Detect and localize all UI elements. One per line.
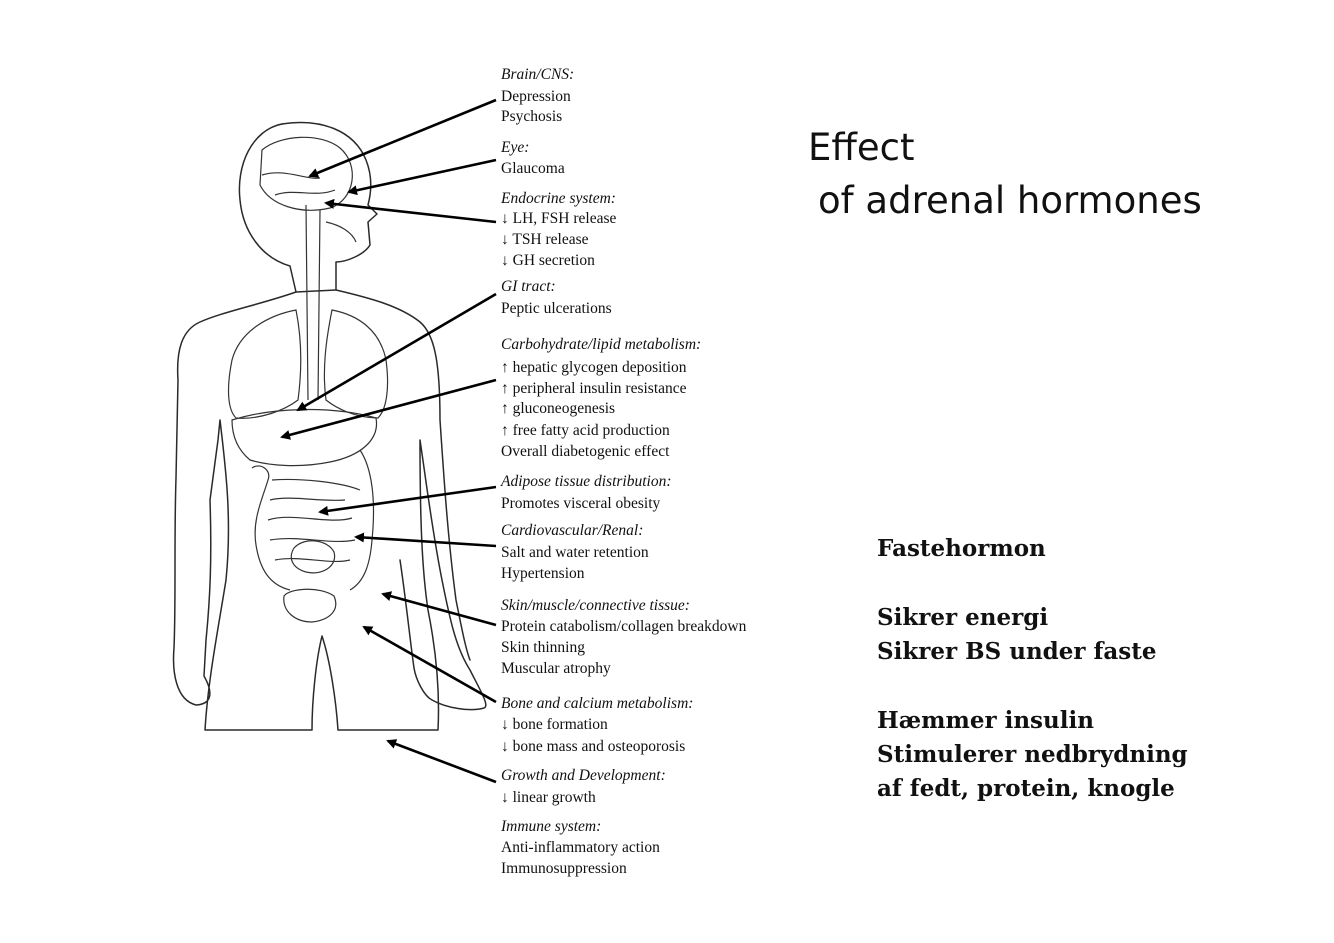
effect-item: ↑ hepatic glycogen deposition (501, 359, 687, 376)
effect-item: Muscular atrophy (501, 660, 611, 677)
note-breakdown-targets: af fedt, protein, knogle (877, 775, 1175, 802)
arrow-skin (383, 594, 496, 625)
effect-category: Growth and Development: (501, 767, 666, 784)
note-blood-sugar: Sikrer BS under faste (877, 638, 1157, 665)
effect-item: Salt and water retention (501, 544, 649, 561)
body-outline (174, 123, 486, 731)
effect-item: ↓ LH, FSH release (501, 210, 617, 227)
summary-notes (877, 532, 1188, 806)
effect-item: Depression (501, 88, 571, 105)
arrow-eye (349, 160, 496, 192)
effect-item: Hypertension (501, 565, 585, 582)
arrow-renal (356, 537, 496, 546)
arrow-bone (364, 627, 496, 702)
slide-title-line2: of adrenal hormones (818, 179, 1202, 222)
effect-category: Immune system: (501, 818, 602, 835)
effect-item: Peptic ulcerations (501, 300, 612, 317)
effect-category: Skin/muscle/connective tissue: (501, 597, 690, 614)
effect-item: ↓ bone formation (501, 716, 608, 733)
effect-item: ↓ linear growth (501, 789, 596, 806)
effect-category: Carbohydrate/lipid metabolism: (501, 336, 702, 353)
effect-item: Skin thinning (501, 639, 585, 656)
arrow-metabolism (282, 380, 496, 437)
effect-item: ↑ free fatty acid production (501, 422, 670, 439)
effect-item: Glaucoma (501, 160, 565, 177)
effect-item: ↓ GH secretion (501, 252, 595, 269)
effect-item: Protein catabolism/collagen breakdown (501, 618, 747, 635)
slide-title-line1: Effect (808, 126, 915, 169)
effect-category: GI tract: (501, 278, 556, 295)
effect-category: Bone and calcium metabolism: (501, 695, 694, 712)
note-energy: Sikrer energi (877, 604, 1049, 631)
effect-labels (500, 66, 747, 877)
effect-item: ↓ bone mass and osteoporosis (501, 738, 686, 755)
effect-category: Brain/CNS: (501, 66, 575, 83)
effect-item: Overall diabetogenic effect (501, 443, 670, 460)
effect-category: Eye: (501, 139, 530, 156)
effect-item: ↑ peripheral insulin resistance (501, 380, 687, 397)
effect-item: Promotes visceral obesity (501, 495, 661, 512)
effect-category: Adipose tissue distribution: (501, 473, 672, 490)
arrow-growth (388, 741, 496, 782)
note-breakdown: Stimulerer nedbrydning (877, 741, 1188, 768)
effect-item: ↑ gluconeogenesis (501, 400, 616, 417)
effect-category: Endocrine system: (501, 190, 616, 207)
arrow-endocrine (326, 203, 496, 222)
arrows (282, 100, 496, 782)
arrow-adipose (320, 487, 496, 512)
effect-category: Cardiovascular/Renal: (501, 522, 644, 539)
arrow-brain (310, 100, 496, 176)
note-insulin: Hæmmer insulin (877, 707, 1094, 734)
effect-item: Anti-inflammatory action (501, 839, 660, 856)
organs (229, 137, 388, 622)
effect-item: ↓ TSH release (501, 231, 589, 248)
effect-item: Psychosis (501, 108, 563, 125)
arrow-gi (298, 294, 496, 410)
note-fastehormon: Fastehormon (877, 535, 1046, 562)
effect-item: Immunosuppression (501, 860, 627, 877)
